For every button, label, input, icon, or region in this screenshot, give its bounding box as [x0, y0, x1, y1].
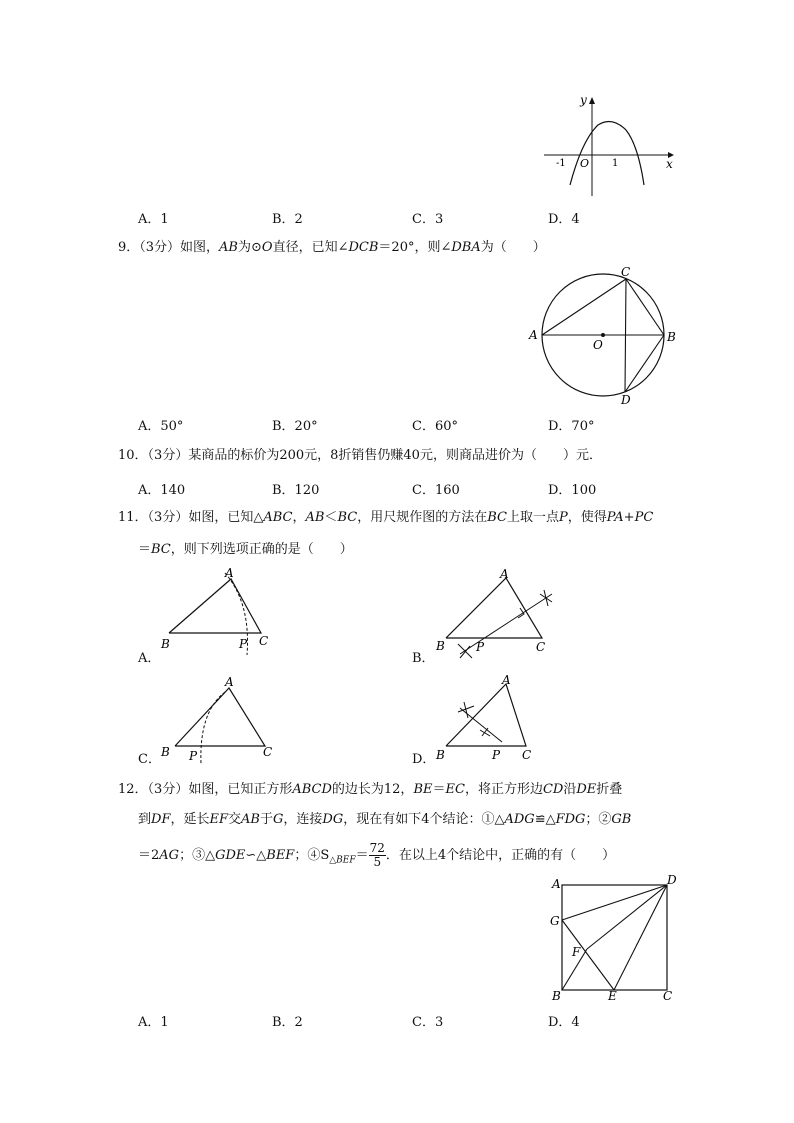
parabola-curve: [570, 121, 644, 185]
chord-cb: [626, 279, 664, 335]
q8-option-a[interactable]: A．1: [138, 212, 169, 227]
q11-figure-a: [155, 563, 285, 663]
label-a: A: [529, 328, 538, 342]
triangle-abc: [169, 579, 261, 633]
label-p: P: [239, 637, 248, 651]
label-c: C: [522, 748, 532, 762]
construction-arc: [201, 692, 225, 764]
arc-mark-top: [540, 590, 552, 606]
arc-mark-top: [458, 702, 474, 718]
q11-figure-b: [430, 566, 570, 666]
q12-square-figure: [548, 872, 682, 1002]
segment-dg: [562, 885, 667, 920]
label-f: F: [572, 945, 581, 959]
q9-circle-figure: [525, 262, 685, 410]
triangle-abc: [446, 684, 526, 746]
label-o: O: [593, 338, 603, 352]
q12-option-c[interactable]: C．3: [412, 1015, 444, 1030]
segment-ge: [562, 920, 614, 990]
label-c: C: [621, 265, 631, 279]
q11-figure-c: [155, 674, 285, 766]
label-b: B: [436, 748, 445, 762]
triangle-abc: [446, 578, 542, 638]
q10-option-a[interactable]: A．140: [138, 483, 186, 498]
q9-option-b[interactable]: B．20°: [272, 419, 318, 434]
label-a: A: [552, 877, 561, 891]
q12-option-b[interactable]: B．2: [272, 1015, 303, 1030]
label-d: D: [667, 873, 677, 887]
segment-de: [614, 885, 667, 990]
label-c: C: [663, 989, 673, 1002]
q10-option-d[interactable]: D．100: [548, 483, 597, 498]
y-axis-arrow: [589, 97, 595, 104]
arc-mark-bottom: [458, 644, 472, 658]
label-b: B: [436, 639, 445, 653]
q10-stem: 10．（3分）某商品的标价为200元，8折销售仍赚40元，则商品进价为（ ）元．: [118, 448, 602, 463]
label-b: B: [161, 637, 170, 651]
fraction-72-5: $\frac{72}{5}$: [369, 841, 385, 869]
q11-option-d[interactable]: D．: [412, 752, 436, 767]
origin-label: O: [580, 157, 590, 170]
q9-stem: 9．（3分）如图，AB为⊙O直径，已知∠DCB＝20°，则∠DBA为（ ）: [118, 240, 546, 255]
label-b: B: [667, 330, 676, 344]
q12-stem-line3: ＝2AG；③△GDE∽△BEF；$④S_{\triangle BEF}=$ $\frac{72}{5}$ ．在以上4个结论中，正确的有（ ）: [138, 841, 616, 869]
label-p: P: [492, 748, 501, 762]
label-a: A: [225, 566, 234, 580]
q8-option-c[interactable]: C．3: [412, 212, 444, 227]
x-axis-label: x: [666, 157, 673, 171]
q10-option-b[interactable]: B．120: [272, 483, 320, 498]
tick-neg1-label: -1: [556, 158, 566, 169]
label-g: G: [550, 914, 560, 928]
label-c: C: [263, 745, 273, 759]
q8-option-d[interactable]: D．4: [548, 212, 580, 227]
arc-mark-bottom: [480, 728, 490, 736]
q9-option-d[interactable]: D．70°: [548, 419, 595, 434]
label-c: C: [536, 640, 546, 654]
q11-stem-line2: ＝BC，则下列选项正确的是（ ）: [138, 542, 353, 557]
q11-figure-d: [430, 670, 560, 768]
tick-1-label: 1: [612, 158, 619, 169]
y-axis-label: y: [580, 93, 587, 107]
q12-option-d[interactable]: D．4: [548, 1015, 580, 1030]
label-p: P: [189, 749, 198, 763]
label-a: A: [500, 567, 509, 581]
label-a: A: [502, 673, 511, 687]
q8-parabola-figure: [540, 90, 680, 200]
label-c: C: [259, 634, 269, 648]
label-b: B: [161, 745, 170, 759]
q9-option-a[interactable]: A．50°: [138, 419, 184, 434]
q8-option-b[interactable]: B．2: [272, 212, 303, 227]
label-e: E: [608, 989, 617, 1002]
chord-db: [625, 335, 664, 392]
label-a: A: [225, 675, 234, 689]
q11-stem-line1: 11．（3分）如图，已知△ABC，AB＜BC，用尺规作图的方法在BC上取一点P，使得PA+PC: [118, 510, 654, 525]
label-b: B: [552, 989, 561, 1002]
q10-option-c[interactable]: C．160: [412, 483, 460, 498]
label-p: P: [476, 640, 485, 654]
q11-option-a[interactable]: A．: [138, 651, 161, 666]
square-abcd: [562, 885, 667, 990]
q12-stem-line2: 到DF，延长EF交AB于G，连接DG，现在有如下4个结论：①△ADG≌△FDG；②GB: [138, 812, 632, 827]
label-d: D: [621, 393, 631, 407]
q11-option-b[interactable]: B．: [412, 651, 435, 666]
chord-ac: [542, 279, 626, 335]
q12-stem-line1: 12．（3分）如图，已知正方形ABCD的边长为12，BE＝EC，将正方形边CD沿DE折叠: [118, 782, 623, 797]
right-angle-mark: [518, 608, 524, 618]
q9-option-c[interactable]: C．60°: [412, 419, 458, 434]
q12-option-a[interactable]: A．1: [138, 1015, 169, 1030]
center-dot: [601, 333, 605, 337]
chord-cd: [625, 279, 626, 392]
q11-option-c[interactable]: C．: [138, 752, 161, 767]
segment-df: [587, 885, 667, 949]
